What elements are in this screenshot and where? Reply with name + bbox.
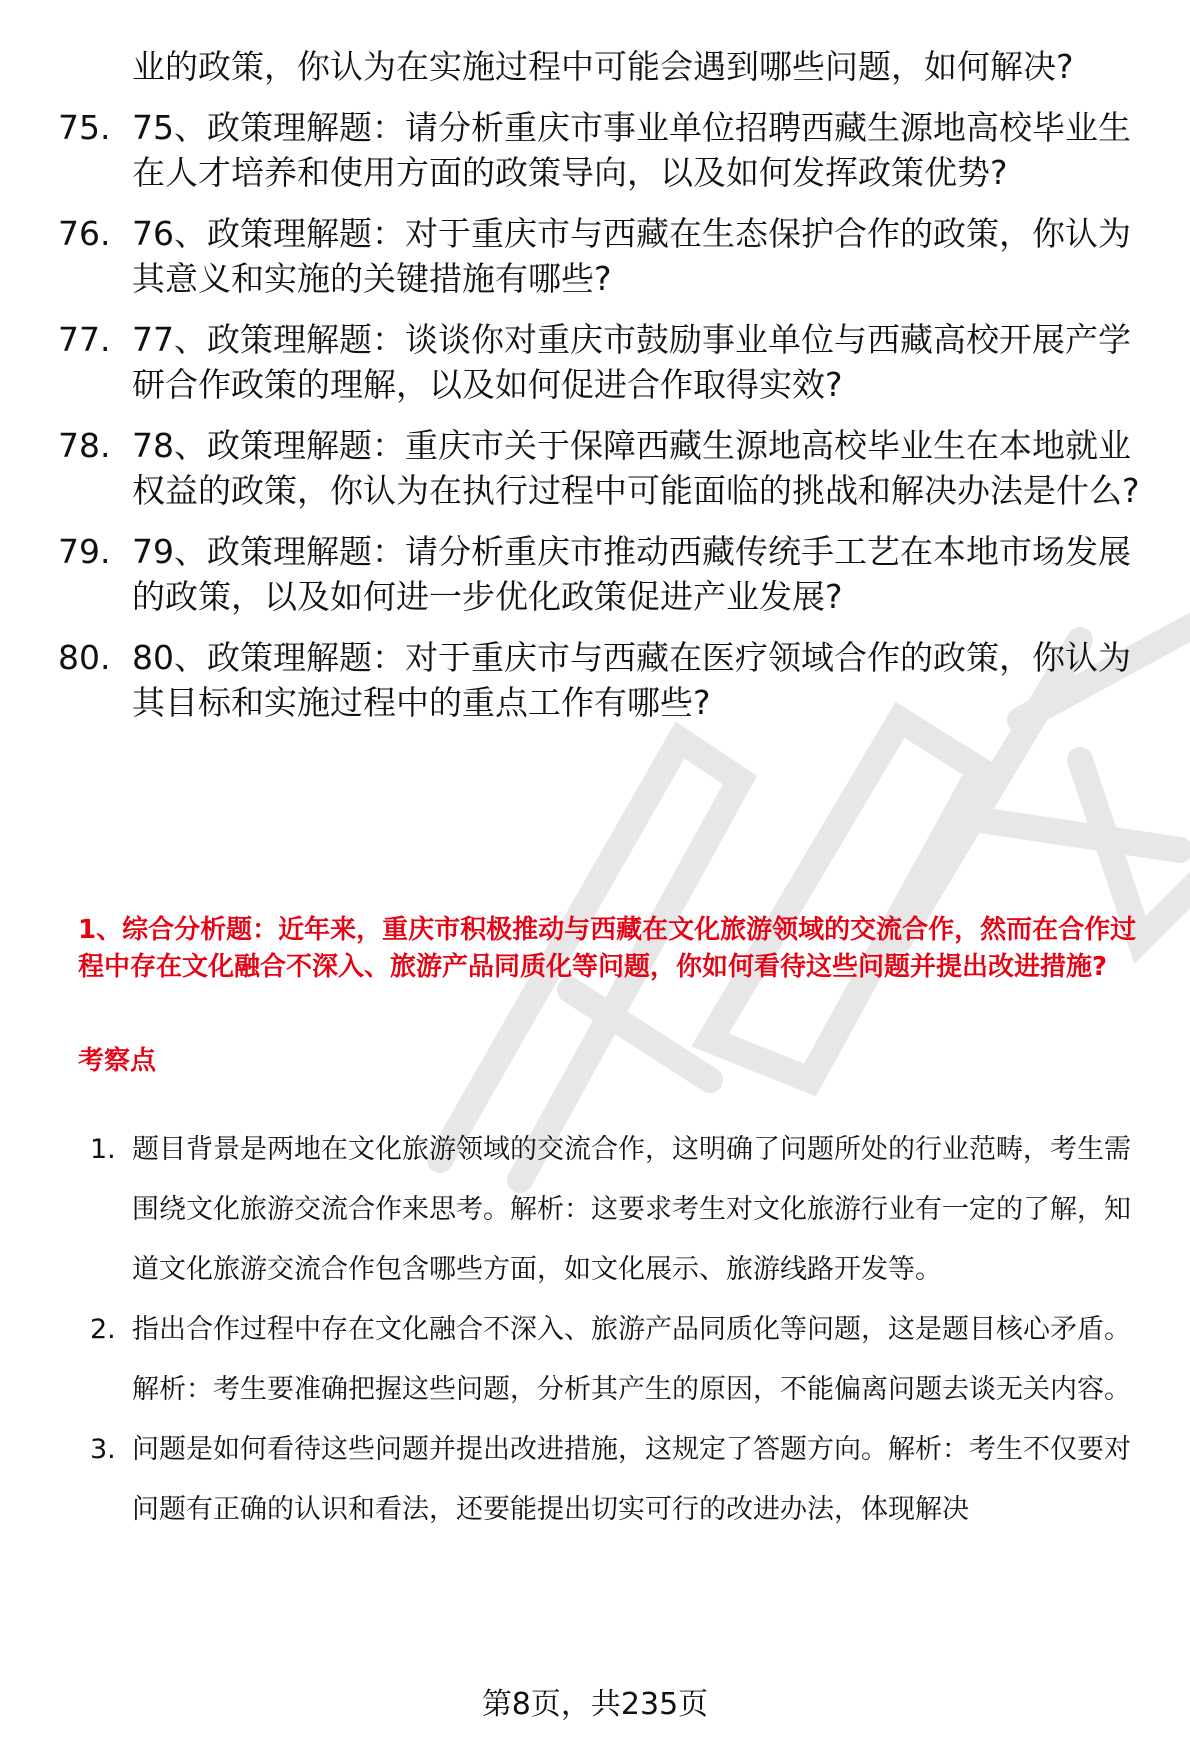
item-number: 80. [58,638,111,677]
page-footer: 第8页，共235页 [481,1687,709,1722]
section-heading: 考察点 [78,1046,157,1076]
item-number: 79. [58,532,111,571]
list-item [0,211,1190,301]
item-number: 77. [58,320,111,359]
item-number: 1. [90,1134,116,1165]
item-number: 75. [58,108,111,147]
item-text: 题目背景是两地在文化旅游领域的交流合作，这明确了问题所处的行业范畴，考生需围绕文化旅游交流合作来思考。解析：这要求考生对文化旅游行业有一定的了解，知道文化旅游交流合作包含哪些方面，如文化展示、旅游线路开发等。 [132,1134,1131,1285]
point-list [0,1120,1190,1540]
item-text: 77、政策理解题：谈谈你对重庆市鼓励事业单位与西藏高校开展产学研合作政策的理解，以及如何促进合作取得实效? [132,320,1131,404]
list-item [0,1120,1190,1300]
list-item [0,1420,1190,1540]
list-item [0,635,1190,725]
list-item [0,44,1190,89]
item-number: 3. [90,1434,116,1465]
item-text: 75、政策理解题：请分析重庆市事业单位招聘西藏生源地高校毕业生在人才培养和使用方面的政策导向，以及如何发挥政策优势? [132,108,1131,192]
list-item [0,317,1190,407]
item-text: 问题是如何看待这些问题并提出改进措施，这规定了答题方向。解析：考生不仅要对问题有正确的认识和看法，还要能提出切实可行的改进办法，体现解决 [132,1434,1131,1525]
item-number: 78. [58,426,111,465]
item-text: 76、政策理解题：对于重庆市与西藏在生态保护合作的政策，你认为其意义和实施的关键措施有哪些? [132,214,1131,298]
item-text: 业的政策，你认为在实施过程中可能会遇到哪些问题，如何解决? [132,47,1074,86]
item-text: 79、政策理解题：请分析重庆市推动西藏传统手工艺在本地市场发展的政策，以及如何进一步优化政策促进产业发展? [132,532,1131,616]
item-number: 2. [90,1314,116,1345]
list-item [0,529,1190,619]
question-list [0,44,1190,741]
item-text: 78、政策理解题：重庆市关于保障西藏生源地高校毕业生在本地就业权益的政策，你认为在执行过程中可能面临的挑战和解决办法是什么? [132,426,1140,510]
item-text: 80、政策理解题：对于重庆市与西藏在医疗领域合作的政策，你认为其目标和实施过程中的重点工作有哪些? [132,638,1131,722]
item-number: 76. [58,214,111,253]
list-item [0,105,1190,195]
list-item [0,1300,1190,1420]
item-text: 指出合作过程中存在文化融合不深入、旅游产品同质化等问题，这是题目核心矛盾。解析：考生要准确把握这些问题，分析其产生的原因，不能偏离问题去谈无关内容。 [132,1314,1131,1405]
list-item [0,423,1190,513]
analysis-question-title: 1、综合分析题：近年来，重庆市积极推动与西藏在文化旅游领域的交流合作，然而在合作过程中存在文化融合不深入、旅游产品同质化等问题，你如何看待这些问题并提出改进措施? [78,915,1137,982]
